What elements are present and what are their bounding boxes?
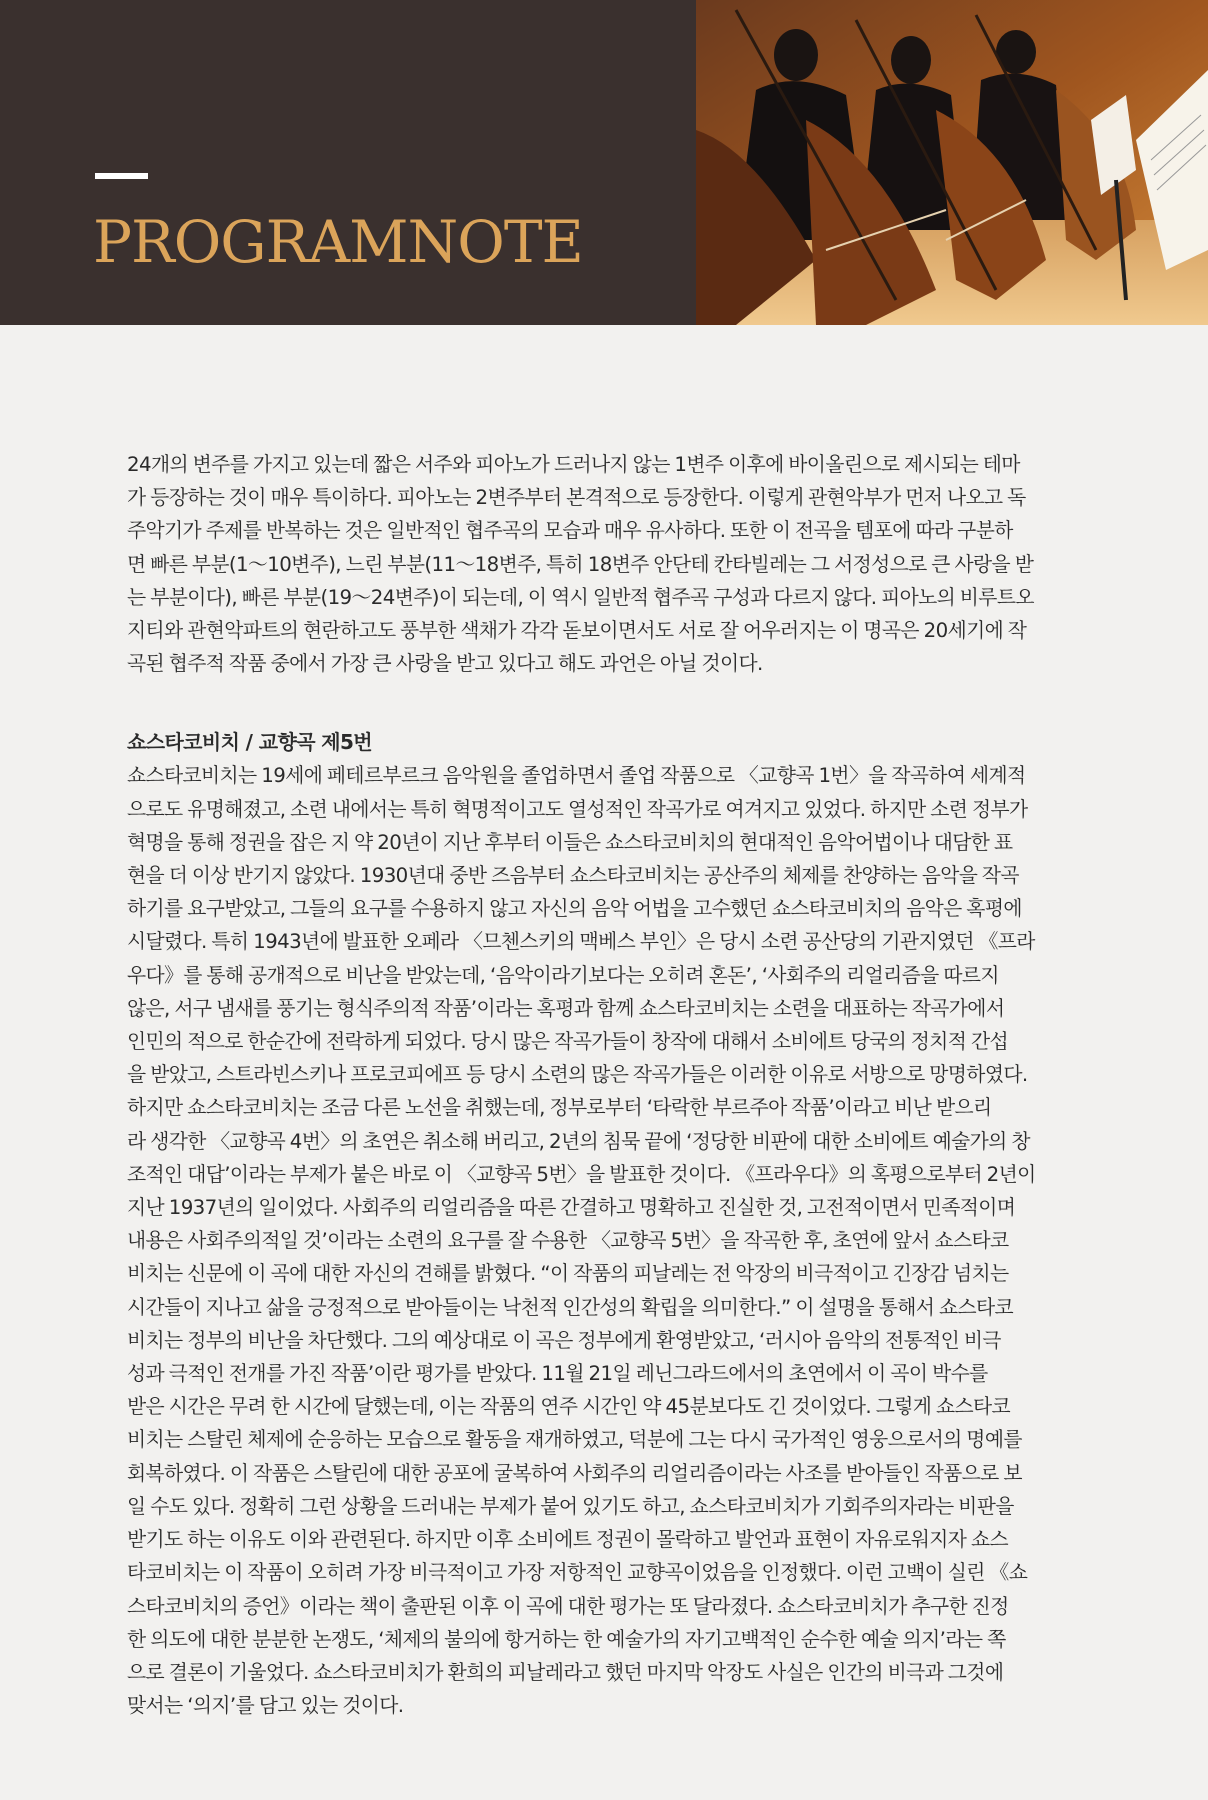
title-dash-decoration	[95, 173, 148, 179]
program-note-body	[127, 448, 1099, 1722]
section-paragraph: 쇼스타코비치는 19세에 페테르부르크 음악원을 졸업하면서 졸업 작품으로 〈교향곡 1번〉을 작곡하여 세계적 으로도 유명해졌고, 소련 내에서는 특히 혁명적이고도 열성적인 작곡가로 여겨지고 있었다. 하지만 소련 정부가 혁명을 통해 정권을 잡은 지 약 20년이 지난 후부터 이들은 쇼스타코비치의 현대적인 음악어법이나 대담한 표 현을 더 이상 반기지 않았다. 1930년대 중반 즈음부터 쇼스타코비치는 공산주의 체제를 찬양하는 음악을 작곡 하기를 요구받았고, 그들의 요구를 수용하지 않고 자신의 음악 어법을 고수했던 쇼스타코비치의 음악은 혹평에 시달렸다. 특히 1943년에 발표한 오페라 〈므첸스키의 맥베스 부인〉은 당시 소련 공산당의 기관지였던 《프라 우다》를 통해 공개적으로 비난을 받았는데, ‘음악이라기보다는 오히려 혼돈’, ‘사회주의 리얼리즘을 따르지 않은, 서구 냄새를 풍기는 형식주의적 작품’이라는 혹평과 함께 쇼스타코비치는 소련을 대표하는 작곡가에서 인민의 적으로 한순간에 전락하게 되었다. 당시 많은 작곡가들이 창작에 대해서 소비에트 당국의 정치적 간섭 을 받았고, 스트라빈스키나 프로코피에프 등 당시 소련의 많은 작곡가들은 이러한 이유로 서방으로 망명하였다. 하지만 쇼스타코비치는 조금 다른 노선을 취했는데, 정부로부터 ‘타락한 부르주아 작품’이라고 비난 받으리 라 생각한 〈교향곡 4번〉의 초연은 취소해 버리고, 2년의 침묵 끝에 ‘정당한 비판에 대한 소비에트 예술가의 창 조적인 대답’이라는 부제가 붙은 바로 이 〈교향곡 5번〉을 발표한 것이다. 《프라우다》의 혹평으로부터 2년이 지난 1937년의 일이었다. 사회주의 리얼리즘을 따른 간결하고 명확하고 진실한 것, 고전적이면서 민족적이며 내용은 사회주의적일 것’이라는 소련의 요구를 잘 수용한 〈교향곡 5번〉을 작곡한 후, 초연에 앞서 쇼스타코 비치는 신문에 이 곡에 대한 자신의 견해를 밝혔다. “이 작품의 피날레는 전 악장의 비극적이고 긴장감 넘치는 시간들이 지나고 삶을 긍정적으로 받아들이는 낙천적 인간성의 확립을 의미한다.” 이 설명을 통해서 쇼스타코 비치는 정부의 비난을 차단했다. 그의 예상대로 이 곡은 정부에게 환영받았고, ‘러시아 음악의 전통적인 비극 성과 극적인 전개를 가진 작품’이란 평가를 받았다. 11월 21일 레닌그라드에서의 초연에서 이 곡이 박수를 받은 시간은 무려 한 시간에 달했는데, 이는 작품의 연주 시간인 약 45분보다도 긴 것이었다. 그렇게 쇼스타코 비치는 스탈린 체제에 순응하는 모습으로 활동을 재개하였고, 덕분에 그는 다시 국가적인 영웅으로서의 명예를 회복하였다. 이 작품은 스탈린에 대한 공포에 굴복하여 사회주의 리얼리즘이라는 사조를 받아들인 작품으로 보 일 수도 있다. 정확히 그런 상황을 드러내는 부제가 붙어 있기도 하고, 쇼스타코비치가 기회주의자라는 비판을 받기도 하는 이유도 이와 관련된다. 하지만 이후 소비에트 정권이 몰락하고 발언과 표현이 자유로워지자 쇼스 타코비치는 이 작품이 오히려 가장 비극적이고 가장 저항적인 교향곡이었음을 인정했다. 이런 고백이 실린 《쇼 스타코비치의 증언》이라는 책이 출판된 이후 이 곡에 대한 평가는 또 달라졌다. 쇼스타코비치가 추구한 진정 한 의도에 대한 분분한 논쟁도, ‘체제의 불의에 항거하는 한 예술가의 자기고백적인 순수한 예술 의지’라는 쪽 으로 결론이 기울었다. 쇼스타코비치가 환희의 피날레라고 했던 마지막 악장도 사실은 인간의 비극과 그것에 맞서는 ‘의지’를 담고 있는 것이다.	[127, 764, 1036, 1718]
header-banner	[0, 0, 1208, 325]
page-title: PROGRAMNOTE	[93, 208, 583, 276]
intro-paragraph: 24개의 변주를 가지고 있는데 짧은 서주와 피아노가 드러나지 않는 1변주 이후에 바이올린으로 제시되는 테마 가 등장하는 것이 매우 특이하다. 피아노는 2변주부터 본격적으로 등장한다. 이렇게 관현악부가 먼저 나오고 독 주악기가 주제를 반복하는 것은 일반적인 협주곡의 모습과 매우 유사하다. 또한 이 전곡을 템포에 따라 구분하 면 빠른 부분(1～10변주), 느린 부분(11～18변주, 특히 18변주 안단테 칸타빌레는 그 서정성으로 큰 사랑을 받 는 부분이다), 빠른 부분(19～24변주)이 되는데, 이 역시 일반적 협주곡 구성과 다르지 않다. 피아노의 비루트오 지티와 관현악파트의 현란하고도 풍부한 색채가 각각 돋보이면서도 서로 잘 어우러지는 이 명곡은 20세기에 작 곡된 협주적 작품 중에서 가장 큰 사랑을 받고 있다고 해도 과언은 아닐 것이다.	[127, 453, 1034, 676]
section-heading: 쇼스타코비치 / 교향곡 제5번	[127, 730, 373, 755]
double-bass-orchestra-photo	[696, 0, 1208, 325]
